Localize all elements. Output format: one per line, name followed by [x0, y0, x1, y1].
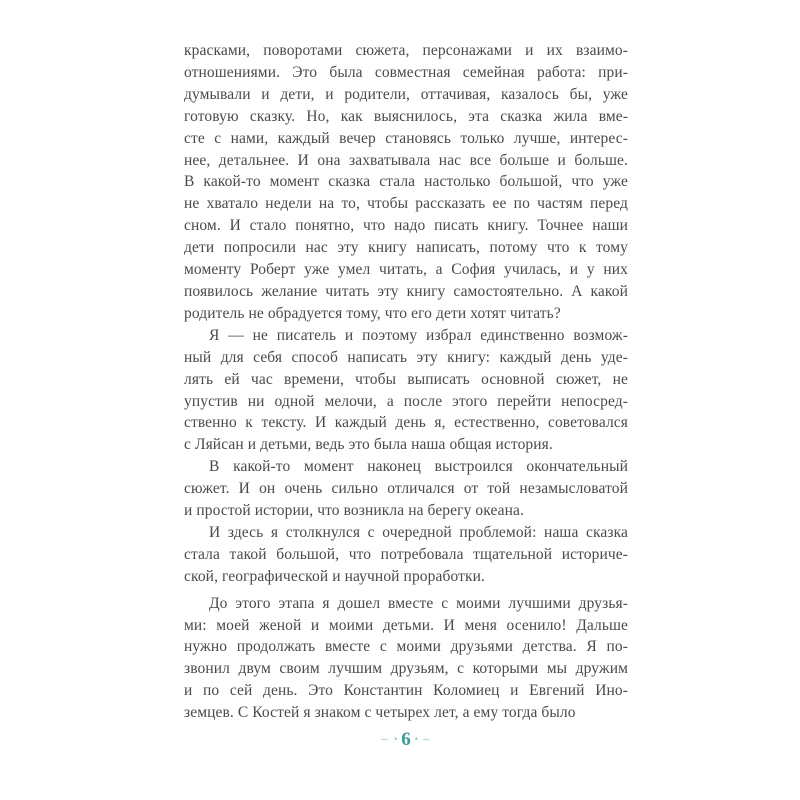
text-line: нее, детальнее. И она захватывала нас все больше и больше.: [184, 151, 628, 169]
text-line: ми: моей женой и моими детьми. И меня осенило! Дальше: [184, 616, 628, 634]
text-line: В какой-то момент наконец выстроился окончательный: [209, 458, 628, 476]
text-line: И здесь я столкнулся с очередной проблемой: наша сказка: [209, 523, 628, 541]
paragraph: [184, 522, 628, 588]
text-line: появилось желание читать эту книгу самостоятельно. А какой: [184, 282, 628, 300]
text-line: с Ляйсан и детьми, ведь это была наша общая история.: [184, 436, 553, 454]
text-line: сюжет. И он очень сильно отличался от той незамысловатой: [184, 480, 628, 498]
text-line: До этого этапа я дошел вместе с моими лучшими друзья-: [209, 594, 628, 612]
dot-ornament-left: •: [394, 734, 398, 744]
page-footer: [184, 729, 628, 751]
text-block: [184, 40, 628, 724]
paragraph: [184, 325, 628, 456]
text-line: ской, географической и научной проработки.: [184, 567, 485, 585]
dot-ornament-right: •: [414, 734, 418, 744]
paragraph: [184, 456, 628, 522]
tilde-ornament-left: ∼: [379, 734, 391, 746]
text-line: сном. И стало понятно, что надо писать книгу. Точнее наши: [184, 217, 628, 235]
text-line: красками, поворотами сюжета, персонажами и их взаимо-: [184, 42, 628, 59]
text-line: стала такой большой, что потребовала тщательной историче-: [184, 545, 628, 563]
text-line: лять ей час времени, чтобы выписать основной сюжет, не: [184, 370, 628, 388]
paragraph: [184, 40, 628, 325]
page-number: 6: [401, 729, 411, 750]
tilde-ornament-right: ∼: [421, 734, 433, 746]
text-line: дети попросили нас эту книгу написать, потому что к тому: [184, 239, 628, 257]
text-line: нужно продолжать вместе с моими друзьями детства. Я по-: [184, 638, 628, 656]
text-line: звонил двум своим лучшим друзьям, с которыми мы дружим: [184, 660, 628, 678]
text-line: думывали и дети, и родители, оттачивая, казалось бы, уже: [184, 85, 628, 103]
text-line: В какой-то момент сказка стала настолько большой, что уже: [184, 173, 628, 191]
text-line: ный для себя способ написать эту книгу: каждый день уде-: [184, 348, 628, 366]
text-line: не хватало недели на то, чтобы рассказать ее по частям перед: [184, 195, 628, 213]
text-line: моменту Роберт уже умел читать, а София училась, и у них: [184, 261, 628, 279]
text-line: отношениями. Это была совместная семейная работа: при-: [184, 63, 628, 81]
text-line: земцев. С Костей я знаком с четырех лет, а ему тогда было: [184, 704, 576, 722]
text-line: и простой истории, что возникла на берегу океана.: [184, 502, 525, 520]
text-line: упустив ни одной мелочи, а после этого перейти непосред-: [184, 392, 628, 410]
text-line: родитель не обрадуется тому, что его дети хотят читать?: [184, 304, 561, 322]
text-line: готовую сказку. Но, как выяснилось, эта сказка жила вме-: [184, 107, 628, 125]
text-line: Я — не писатель и поэтому избрал единственно возмож-: [209, 326, 628, 344]
text-line: сте с нами, каждый вечер становясь только лучше, интерес-: [184, 129, 628, 147]
text-line: и по сей день. Это Константин Коломиец и Евгений Ино-: [184, 682, 628, 700]
text-line: ственно к тексту. И каждый день я, естественно, советовался: [184, 414, 628, 432]
paragraph: [184, 593, 628, 724]
